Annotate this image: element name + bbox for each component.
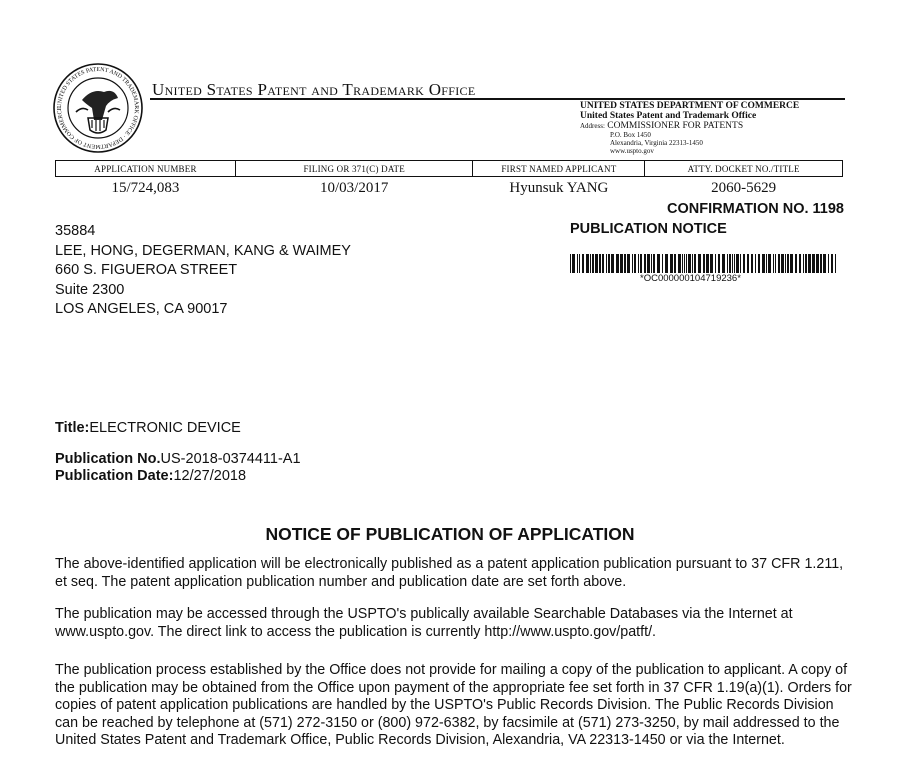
dept-line-2: United States Patent and Trademark Office (580, 111, 757, 121)
office-title: United States Patent and Trademark Office (152, 80, 476, 99)
first-named-applicant: Hyunsuk YANG (509, 179, 609, 196)
publication-date-value: 12/27/2018 (173, 468, 247, 484)
publication-number-label: Publication No. (55, 451, 161, 467)
header-atty-docket: ATTY. DOCKET NO./TITLE (645, 161, 843, 177)
notice-heading: NOTICE OF PUBLICATION OF APPLICATION (265, 524, 635, 544)
city-state-zip: LOS ANGELES, CA 90017 (55, 301, 228, 317)
publication-number-field (55, 451, 301, 467)
publication-date-label: Publication Date: (55, 468, 174, 484)
title-value: ELECTRONIC DEVICE (89, 420, 241, 436)
suite: Suite 2300 (55, 281, 125, 298)
firm-name: LEE, HONG, DEGERMAN, KANG & WAIMEY (55, 242, 351, 259)
atty-docket-number: 2060-5629 (711, 179, 777, 196)
street-address: 660 S. FIGUEROA STREET (55, 262, 238, 278)
title-field (55, 420, 241, 436)
address-line-3: Alexandria, Virginia 22313-1450 (610, 139, 703, 147)
publication-notice-label: PUBLICATION NOTICE (570, 221, 727, 237)
title-label: Title: (55, 420, 90, 436)
confirmation-number: CONFIRMATION NO. 1198 (667, 201, 844, 217)
filing-date: 10/03/2017 (320, 179, 389, 196)
header-divider (150, 98, 845, 100)
barcode-number: *OC000000104719236* (640, 273, 741, 284)
barcode-image (570, 254, 838, 273)
seal-ring-text: UNITED STATES PATENT AND TRADEMARK OFFICE · DEPARTMENT OF COMMERCE (56, 66, 140, 150)
correspondence-address (55, 222, 351, 320)
notice-paragraph-1: The above-identified application will be electronically published as a patent application publication pursuant to 37 CFR 1.211, et seq. The patent application publication number and publication date are set forth above. (55, 556, 844, 590)
header-first-named-applicant: FIRST NAMED APPLICANT (473, 161, 645, 177)
uspto-seal-logo (52, 62, 144, 154)
publication-number-value: US-2018-0374411-A1 (160, 451, 301, 467)
notice-paragraph-2: The publication may be accessed through the USPTO's publically available Searchable Databases via the Internet at www.uspto.gov. The direct link to access the publication is currently http://www.uspto.gov/patft/. (55, 606, 793, 640)
address-line-1 (580, 121, 799, 131)
publication-date-field (55, 468, 246, 484)
address-line-2: P.O. Box 1450 (610, 131, 651, 139)
department-address-block (580, 101, 799, 155)
notice-paragraph-3: The publication process established by the Office does not provide for mailing a copy of the publication to applicant. A copy of the publication may be obtained from the Office upon payment of the appropriate fee set forth in 37 CFR 1.19(a)(1). Orders for copies of patent application publications are handled by the USPTO's Public Records Division. The Public Records Division can be reached by telephone at (571) 272-3150 or (800) 972-6382, by facsimile at (571) 273-3250, by mail addressed to the United States Patent and Trademark Office, Public Records Division, Alexandria, VA 22313-1450 or via the Internet. (55, 662, 852, 748)
customer-number: 35884 (55, 223, 96, 239)
header-application-number: APPLICATION NUMBER (56, 161, 236, 177)
table-row (56, 177, 843, 198)
address-line-4: www.uspto.gov (610, 147, 654, 155)
header-filing-date: FILING OR 371(C) DATE (235, 161, 472, 177)
address-label: Address: (580, 122, 605, 130)
dept-line-1: UNITED STATES DEPARTMENT OF COMMERCE (580, 101, 800, 111)
application-number: 15/724,083 (111, 179, 180, 196)
address-value-1: COMMISSIONER FOR PATENTS (607, 121, 744, 131)
application-info-table (55, 160, 843, 197)
